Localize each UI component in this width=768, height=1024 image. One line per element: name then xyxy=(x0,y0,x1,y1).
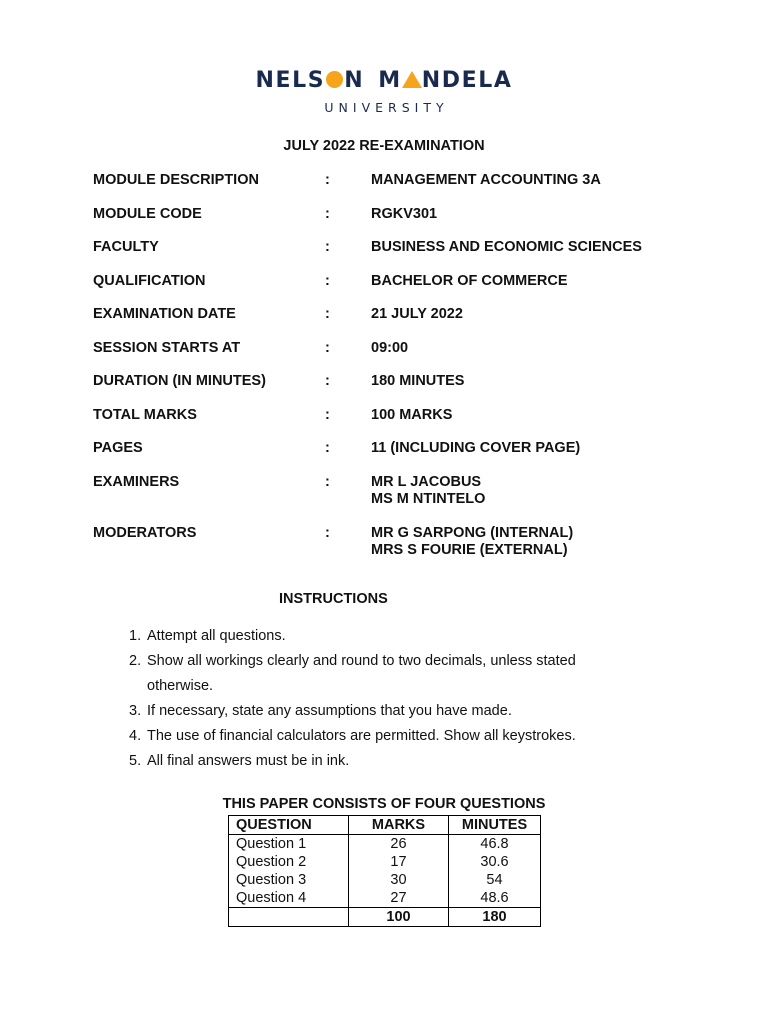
total-minutes-cell: 180 xyxy=(449,908,541,927)
logo-circle-icon xyxy=(326,71,343,88)
detail-colon: : xyxy=(325,474,330,490)
table-cell: 48.6 xyxy=(449,889,541,908)
detail-value: MR G SARPONG (INTERNAL) xyxy=(371,525,574,541)
detail-label: SESSION STARTS AT xyxy=(93,340,241,356)
detail-value: BACHELOR OF COMMERCE xyxy=(371,273,568,289)
detail-value: BUSINESS AND ECONOMIC SCIENCES xyxy=(371,239,642,255)
detail-label: EXAMINERS xyxy=(93,474,180,490)
detail-value: 09:00 xyxy=(371,340,409,356)
instruction-item: 5. All final answers must be in ink. xyxy=(129,753,350,769)
questions-table-title: THIS PAPER CONSISTS OF FOUR QUESTIONS xyxy=(222,796,546,812)
table-cell: 30.6 xyxy=(449,853,541,871)
table-cell: 30 xyxy=(349,871,449,889)
detail-value: RGKV301 xyxy=(371,206,438,222)
logo-text-part2: N xyxy=(344,68,365,93)
logo-wordmark xyxy=(0,66,768,96)
detail-label: QUALIFICATION xyxy=(93,273,206,289)
column-header-minutes: MINUTES xyxy=(449,816,541,835)
instruction-item: 4. The use of financial calculators are permitted. Show all keystrokes. xyxy=(129,728,576,744)
table-cell: Question 2 xyxy=(229,853,349,871)
total-marks-cell: 100 xyxy=(349,908,449,927)
detail-value: 21 JULY 2022 xyxy=(371,306,463,322)
detail-colon: : xyxy=(325,525,330,541)
table-row xyxy=(229,853,541,871)
detail-colon: : xyxy=(325,306,330,322)
instruction-item: 1. Attempt all questions. xyxy=(129,628,286,644)
logo-text-part1: NELS xyxy=(255,68,326,93)
detail-value-second-line: MRS S FOURIE (EXTERNAL) xyxy=(371,542,568,558)
instruction-item: 3. If necessary, state any assumptions that you have made. xyxy=(129,703,512,719)
table-cell: 46.8 xyxy=(449,835,541,854)
detail-colon: : xyxy=(325,440,330,456)
table-row xyxy=(229,871,541,889)
table-cell xyxy=(229,908,349,927)
table-cell: 54 xyxy=(449,871,541,889)
logo-text-part4: NDELA xyxy=(421,68,513,93)
table-cell: Question 3 xyxy=(229,871,349,889)
table-cell: Question 1 xyxy=(229,835,349,854)
detail-colon: : xyxy=(325,373,330,389)
instruction-item: 2. Show all workings clearly and round to two decimals, unless stated otherwise. xyxy=(129,653,576,694)
detail-value: MR L JACOBUS xyxy=(371,474,482,490)
column-header-question: QUESTION xyxy=(229,816,349,835)
detail-value: MANAGEMENT ACCOUNTING 3A xyxy=(371,172,601,188)
table-cell: 26 xyxy=(349,835,449,854)
detail-label: MODULE CODE xyxy=(93,206,202,222)
detail-label: MODERATORS xyxy=(93,525,197,541)
detail-label: EXAMINATION DATE xyxy=(93,306,236,322)
detail-colon: : xyxy=(325,340,330,356)
exam-title: JULY 2022 RE-EXAMINATION xyxy=(283,138,485,154)
table-cell: 17 xyxy=(349,853,449,871)
detail-colon: : xyxy=(325,206,330,222)
detail-label: FACULTY xyxy=(93,239,159,255)
detail-colon: : xyxy=(325,172,330,188)
table-row xyxy=(229,889,541,908)
university-logo xyxy=(0,66,768,115)
table-row xyxy=(229,835,541,854)
table-cell: 27 xyxy=(349,889,449,908)
detail-colon: : xyxy=(325,273,330,289)
detail-value-second-line: MS M NTINTELO xyxy=(371,491,486,507)
table-header-row xyxy=(229,816,541,835)
detail-colon: : xyxy=(325,239,330,255)
detail-value: 11 (INCLUDING COVER PAGE) xyxy=(371,440,581,456)
detail-label: PAGES xyxy=(93,440,143,456)
column-header-marks: MARKS xyxy=(349,816,449,835)
logo-text-part3: M xyxy=(378,68,402,93)
questions-table xyxy=(228,815,541,927)
detail-colon: : xyxy=(325,407,330,423)
instructions-heading: INSTRUCTIONS xyxy=(279,591,388,607)
detail-label: MODULE DESCRIPTION xyxy=(93,172,259,188)
logo-triangle-icon xyxy=(402,71,422,88)
table-cell: Question 4 xyxy=(229,889,349,908)
table-total-row xyxy=(229,908,541,927)
instructions-list xyxy=(118,624,638,774)
logo-subtitle: UNIVERSITY xyxy=(324,100,449,115)
detail-label: DURATION (IN MINUTES) xyxy=(93,373,266,389)
detail-label: TOTAL MARKS xyxy=(93,407,197,423)
detail-value: 180 MINUTES xyxy=(371,373,465,389)
detail-value: 100 MARKS xyxy=(371,407,453,423)
